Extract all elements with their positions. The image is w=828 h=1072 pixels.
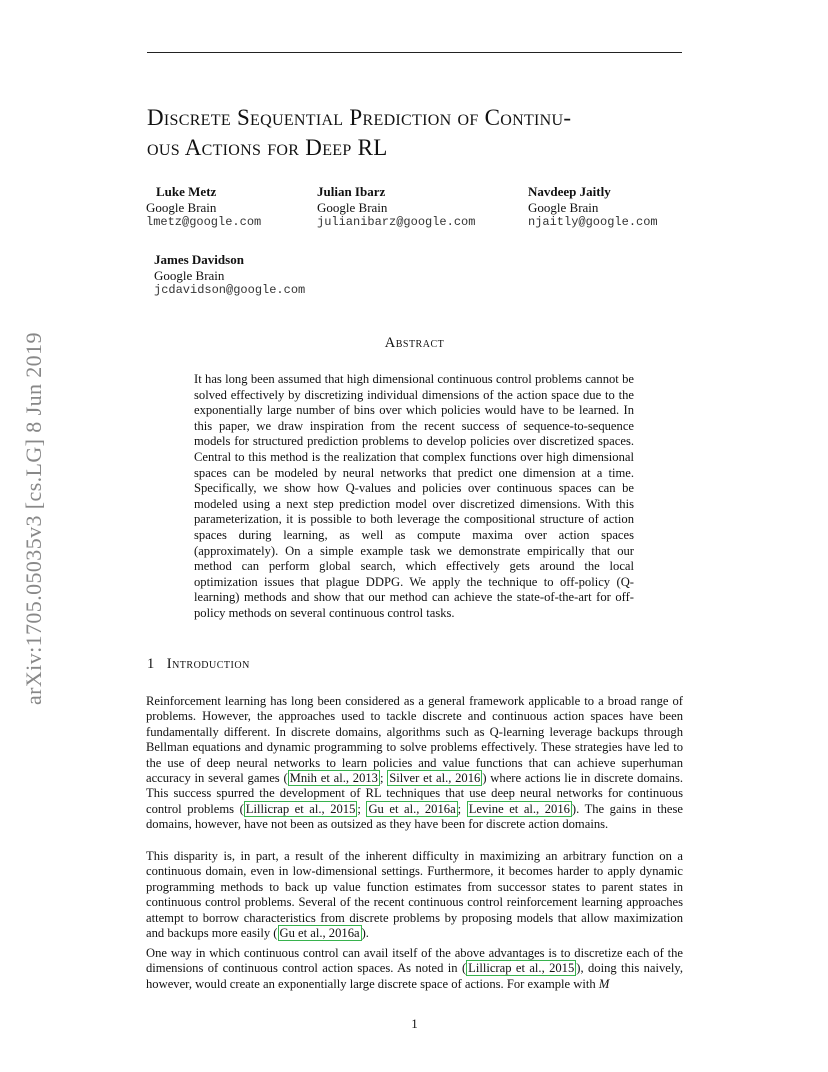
author-email[interactable]: njaitly@google.com — [528, 215, 658, 229]
paragraph-text: One way in which continuous control can avail itself of the above advantages is to discretize each of the dimensions of continuous control action spaces. As noted in ( — [146, 946, 683, 976]
math-variable: M — [598, 976, 610, 991]
citation-link[interactable]: Lillicrap et al., 2015 — [468, 961, 575, 976]
author-block — [146, 184, 262, 231]
abstract-heading: Abstract — [384, 335, 445, 351]
author-block — [528, 184, 658, 231]
citation-link[interactable]: Lillicrap et al., 2015 — [245, 801, 356, 816]
citation-separator: ; — [379, 771, 388, 786]
author-name: Julian Ibarz — [317, 184, 386, 199]
citation-separator: ; — [457, 801, 467, 816]
author-block — [317, 184, 475, 231]
author-affiliation: Google Brain — [146, 199, 217, 215]
author-affiliation: Google Brain — [154, 267, 225, 283]
author-name: James Davidson — [154, 252, 244, 267]
title-line-2: ous Actions for Deep RL — [147, 135, 388, 160]
section-title: Introduction — [166, 656, 250, 672]
paragraph-text: ) where actions lie in discrete domains. This success spurred the development of RL techniques that use deep neural networks for continuous control problems ( — [146, 771, 683, 816]
author-email[interactable]: lmetz@google.com — [146, 215, 262, 229]
paragraph-text: This disparity is, in part, a result of the inherent difficulty in maximizing an arbitrary function on a continuous domain, even in low-dimensional settings. Furthermore, it becomes harder to apply dynamic programming methods to back up value function estimates from successor states to parent states in continuous control problems. Several of the recent continuous control reinforcement learning approaches attempt to borrow characteristics from discrete problems by proposing models that allow maximization and backups more easily ( — [146, 849, 683, 941]
citation-link[interactable]: Mnih et al., 2013 — [289, 771, 378, 786]
top-rule — [147, 52, 682, 53]
author-block — [154, 252, 305, 299]
intro-paragraph-1 — [146, 694, 683, 833]
citation-separator: ; — [357, 801, 367, 816]
paragraph-text: Reinforcement learning has long been considered as a general framework applicable to a broad range of problems. However, the approaches used to tackle discrete and continuous action spaces have been fundamentally different. In discrete domains, algorithms such as Q-learning leverage backups through Bellman equations and dynamic programming to solve problems effectively. These strategies have led to the use of deep neural networks to learn policies and value functions that can achieve superhuman accuracy in several games ( — [146, 694, 683, 786]
author-name: Navdeep Jaitly — [528, 184, 611, 199]
author-name: Luke Metz — [156, 184, 217, 199]
citation-link[interactable]: Silver et al., 2016 — [389, 771, 481, 786]
abstract-text: It has long been assumed that high dimensional continuous control problems cannot be solved effectively by discretizing individual dimensions of the action space due to the exponentially large number of bins over which policies would have to be learned. In this paper, we draw inspiration from the recent success of sequence-to-sequence models for structured prediction problems to develop policies over discretized spaces. Central to this method is the realization that complex functions over high dimensional spaces can be modeled by neural networks that predict one dimension at a time. Specifically, we show how Q-values and policies over continuous spaces can be modeled using a next step prediction model over discretized dimensions. With this parameterization, it is possible to both leverage the compositional structure of action spaces during learning, as well as compute maxima over action spaces (approximately). On a simple example task we demonstrate empirically that our method can perform global search, which effectively gets around the local optimization issues that plague DDPG. We apply the technique to off-policy (Q-learning) methods and show that our method can achieve the state-of-the-art for off-policy methods on several continuous control tasks. — [194, 372, 634, 620]
paragraph-text: ). — [361, 926, 369, 941]
intro-paragraph-2 — [146, 849, 683, 941]
section-number: 1 — [147, 656, 155, 672]
paragraph-text: ), doing this naively, however, would create an exponentially large discrete space of actions. For example with — [146, 961, 683, 991]
paper-title — [147, 103, 707, 163]
author-affiliation: Google Brain — [528, 199, 599, 215]
section-heading — [147, 656, 250, 673]
arxiv-stamp: arXiv:1705.05035v3 [cs.LG] 8 Jun 2019 — [21, 332, 46, 705]
author-email[interactable]: julianibarz@google.com — [317, 215, 476, 229]
paragraph-text: ). The gains in these domains, however, have not been as outsized as they have been for discrete action domains. — [146, 801, 683, 832]
citation-link[interactable]: Gu et al., 2016a — [279, 926, 360, 941]
author-email[interactable]: jcdavidson@google.com — [154, 283, 306, 297]
author-affiliation: Google Brain — [317, 199, 388, 215]
intro-paragraph-3 — [146, 946, 683, 992]
page-number: 1 — [411, 1016, 418, 1031]
citation-link[interactable]: Gu et al., 2016a — [368, 801, 456, 816]
citation-link[interactable]: Levine et al., 2016 — [468, 801, 570, 816]
title-line-1: Discrete Sequential Prediction of Continu- — [147, 105, 572, 130]
